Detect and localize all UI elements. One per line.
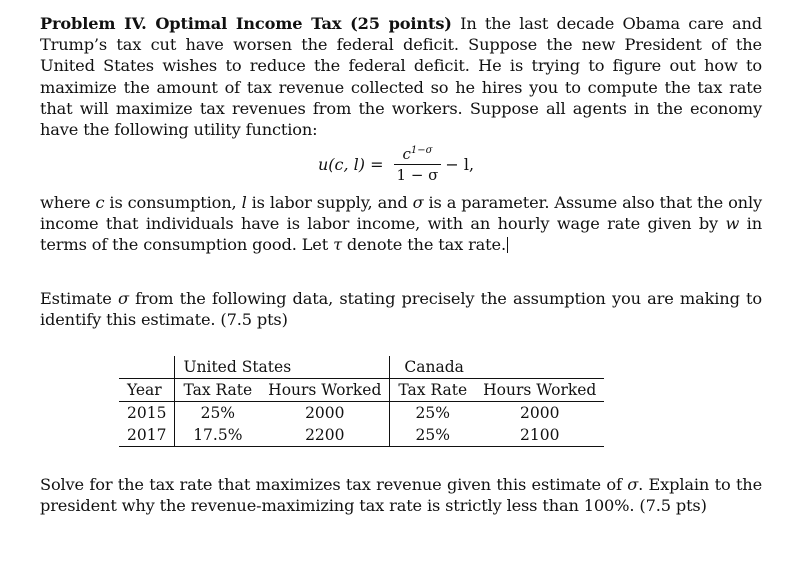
- header-ca-hours: Hours Worked: [475, 379, 604, 402]
- header-us-tax: Tax Rate: [175, 379, 260, 402]
- table-row: 2017 17.5% 2200 25% 2100: [119, 424, 604, 447]
- header-us-hours: Hours Worked: [260, 379, 390, 402]
- equation-tail: − l,: [445, 154, 475, 174]
- data-table: [119, 356, 604, 447]
- equation-numerator: c: [402, 144, 411, 163]
- equation-denominator: 1 − σ: [396, 165, 439, 184]
- estimate-paragraph: Estimate σ from the following data, stating precisely the assumption you are making to identify this estimate. (7.5 pts): [40, 289, 763, 330]
- fraction-bar: [394, 164, 442, 165]
- problem-intro-text: In the last decade Obama care and Trump’s tax cut have worsen the federal deficit. Suppose the new President of the United States wishes to reduce the federal deficit. He is trying to figure out how to maximize the amount of tax revenue collected so he hires you to compute the tax rate that will maximize tax revenues from the workers. Suppose all agents in the economy have the following utility function:: [40, 14, 762, 140]
- country-us: United States: [175, 356, 390, 379]
- solve-paragraph: Solve for the tax rate that maximizes tax revenue given this estimate of σ. Explain to the president why the revenue-maximizing tax rate is strictly less than 100%. (7.5 pts): [40, 475, 763, 516]
- country-canada: Canada: [390, 356, 604, 379]
- problem-intro-paragraph: [40, 13, 762, 140]
- equation-exponent: 1−σ: [410, 144, 433, 156]
- equation-fraction: [394, 145, 442, 184]
- table-row: 2015 25% 2000 25% 2000: [119, 402, 604, 425]
- equation-lhs: u(c, l) =: [318, 154, 384, 174]
- utility-equation: [318, 140, 474, 188]
- problem-heading: Problem IV. Optimal Income Tax (25 points): [40, 14, 452, 33]
- text-cursor: [507, 237, 508, 253]
- header-year: Year: [119, 379, 175, 402]
- definitions-paragraph: where c is consumption, l is labor supply, and σ is a parameter. Assume also that the only income that individuals have is labor income, with an hourly wage rate given by w in terms of the consumption good. Let τ denote the tax rate.: [40, 193, 762, 255]
- header-ca-tax: Tax Rate: [390, 379, 475, 402]
